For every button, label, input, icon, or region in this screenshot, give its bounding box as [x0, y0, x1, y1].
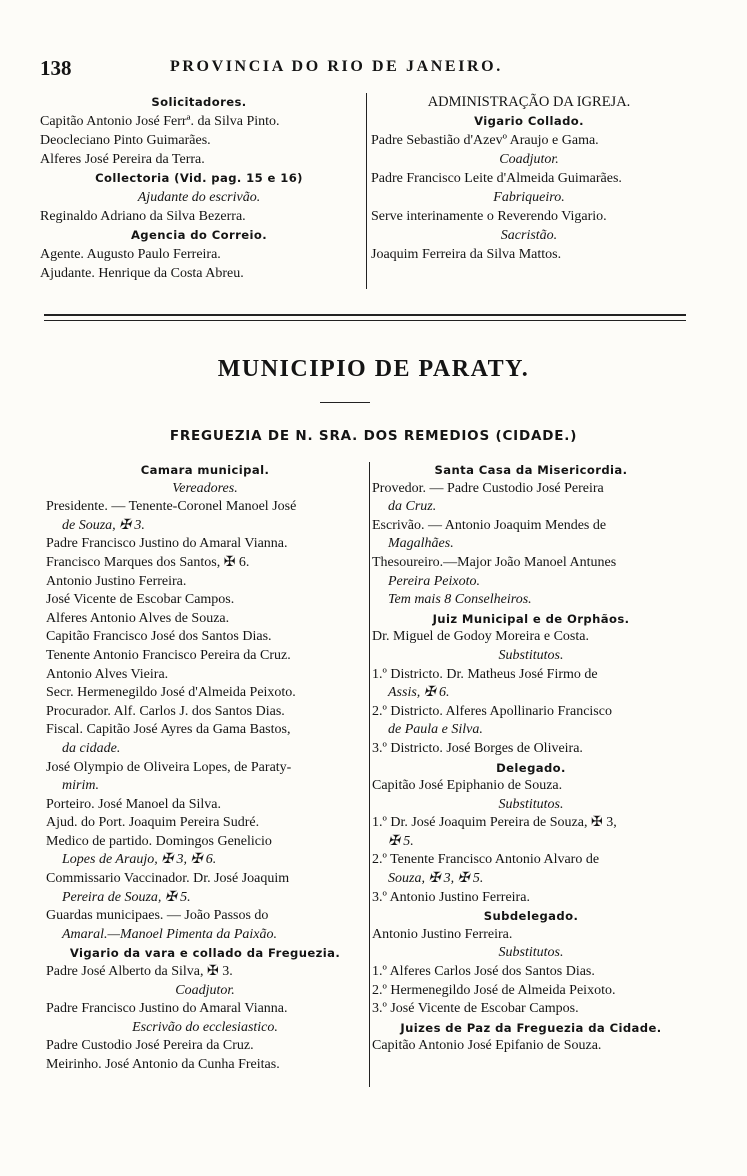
page-number: 138	[40, 56, 72, 80]
text-line: 3.º Antonio Justino Ferreira.	[372, 889, 530, 905]
text-line: Santa Casa da Misericordia.	[434, 463, 628, 477]
text-line: Reginaldo Adriano da Silva Bezerra.	[40, 209, 246, 224]
text-line: Delegado.	[496, 760, 566, 775]
text-line: Ajudante. Henrique da Costa Abreu.	[40, 266, 244, 281]
text-line: Porteiro. José Manoel da Silva.	[46, 796, 221, 812]
text-line: 1.º Alferes Carlos José dos Santos Dias.	[372, 964, 595, 980]
text-line: Padre Custodio José Pereira da Cruz.	[46, 1038, 254, 1054]
column-divider-top	[366, 93, 367, 289]
title-short-rule	[320, 402, 370, 403]
text-line: Presidente. — Tenente-Coronel Manoel José	[46, 499, 297, 515]
text-line: Tenente Antonio Francisco Pereira da Cruz.	[46, 647, 291, 663]
column-divider-bottom	[369, 462, 370, 1087]
text-line: Ajudante do escrivão.	[137, 190, 261, 205]
text-line: mirim.	[62, 778, 99, 794]
text-line: José Vicente de Escobar Campos.	[46, 592, 235, 608]
text-line: Tem mais 8 Conselheiros.	[388, 592, 532, 608]
section-rule-thin	[44, 320, 686, 321]
text-line: Sacristão.	[500, 228, 558, 243]
text-line: Antonio Alves Vieira.	[46, 666, 169, 682]
text-line: Capitão Francisco José dos Santos Dias.	[46, 629, 272, 645]
text-line: ADMINISTRAÇÃO DA IGREJA.	[427, 94, 631, 110]
text-line: 1.º Districto. Dr. Matheus José Firmo de	[372, 666, 598, 682]
text-line: Padre Francisco Justino do Amaral Vianna.	[46, 536, 288, 552]
text-line: Ajud. do Port. Joaquim Pereira Sudré.	[46, 815, 260, 831]
text-line: Capitão José Epiphanio de Souza.	[372, 778, 563, 794]
text-line: Collectoria (Vid. pag. 15 e 16)	[95, 171, 303, 185]
text-line: de Souza, ✠ 3.	[62, 517, 145, 533]
text-line: Agente. Augusto Paulo Ferreira.	[40, 247, 221, 262]
text-line: Pereira Peixoto.	[388, 573, 481, 589]
text-line: Agencia do Correio.	[130, 228, 268, 242]
text-line: de Paula e Silva.	[388, 722, 483, 738]
text-line: Dr. Miguel de Godoy Moreira e Costa.	[372, 629, 589, 645]
text-line: Vereadores.	[172, 480, 238, 496]
text-line: Medico de partido. Domingos Genelicio	[46, 833, 272, 849]
text-line: 2.º Hermenegildo José de Almeida Peixoto.	[372, 982, 616, 998]
text-line: Secr. Hermenegildo José d'Almeida Peixoto.	[46, 685, 296, 701]
bottom-right-column	[372, 461, 690, 1056]
text-line: Commissario Vaccinador. Dr. José Joaquim	[46, 871, 290, 887]
freguezia-title: FREGUEZIA DE N. SRA. DOS REMEDIOS (CIDADE.)	[169, 428, 578, 444]
text-line: Vigario da vara e collado da Freguezia.	[69, 946, 341, 961]
top-right-column	[371, 93, 687, 264]
text-line: Juiz Municipal e de Orphãos.	[432, 611, 630, 626]
text-line: Padre Sebastião d'Azevº Araujo e Gama.	[371, 133, 599, 148]
text-line: Escrivão do ecclesiastico.	[132, 1019, 278, 1035]
text-line: Alferes Antonio Alves de Souza.	[46, 610, 230, 626]
text-line: Lopes de Araujo, ✠ 3, ✠ 6.	[62, 852, 217, 868]
text-line: Meirinho. José Antonio da Cunha Freitas.	[46, 1057, 280, 1072]
text-line: Coadjutor.	[175, 982, 235, 998]
text-line: Fiscal. Capitão José Ayres da Gama Bastos,	[46, 722, 291, 738]
running-title: PROVINCIA DO RIO DE JANEIRO.	[170, 58, 503, 75]
text-line: Antonio Justino Ferreira.	[46, 573, 187, 589]
text-line: Magalhães.	[388, 536, 454, 552]
text-line: Substitutos.	[498, 945, 564, 961]
text-line: Assis, ✠ 6.	[388, 685, 450, 701]
text-line: Procurador. Alf. Carlos J. dos Santos Dias.	[46, 703, 285, 719]
text-line: Padre Francisco Leite d'Almeida Guimarães.	[371, 171, 622, 186]
text-line: Subdelegado.	[483, 909, 579, 924]
text-line: 3.º Districto. José Borges de Oliveira.	[372, 740, 583, 756]
text-line: 2.º Tenente Francisco Antonio Alvaro de	[372, 852, 600, 868]
text-line: Capitão Antonio José Ferrª. da Silva Pinto.	[40, 114, 280, 129]
text-line: Capitão Antonio José Epifanio de Souza.	[372, 1038, 602, 1054]
text-line: 1.º Dr. José Joaquim Pereira de Souza, ✠ 3,	[372, 815, 617, 831]
text-line: Joaquim Ferreira da Silva Mattos.	[371, 247, 562, 262]
text-line: Souza, ✠ 3, ✠ 5.	[388, 871, 484, 887]
text-line: Serve interinamente o Reverendo Vigario.	[371, 209, 607, 224]
text-line: Padre José Alberto da Silva, ✠ 3.	[46, 964, 233, 980]
text-line: 3.º José Vicente de Escobar Campos.	[372, 1001, 579, 1017]
top-left-column	[40, 93, 358, 283]
text-line: Coadjutor.	[499, 152, 559, 167]
text-line: Pereira de Souza, ✠ 5.	[62, 889, 191, 905]
text-line: Vigario Collado.	[474, 114, 584, 128]
text-line: Amaral.—Manoel Pimenta da Paixão.	[62, 926, 278, 942]
municipio-title: MUNICIPIO DE PARATY.	[217, 356, 530, 382]
text-line: da Cruz.	[388, 499, 437, 515]
text-line: da cidade.	[62, 740, 121, 756]
text-line: José Olympio de Oliveira Lopes, de Paraty-	[46, 759, 292, 775]
text-line: Escrivão. — Antonio Joaquim Mendes de	[372, 517, 607, 533]
text-line: Camara municipal.	[140, 463, 270, 477]
text-line: Juizes de Paz da Freguezia da Cidade.	[400, 1020, 662, 1035]
text-line: Solicitadores.	[151, 95, 247, 109]
text-line: Provedor. — Padre Custodio José Pereira	[372, 480, 604, 496]
text-line: Thesoureiro.—Major João Manoel Antunes	[372, 554, 617, 570]
text-line: Substitutos.	[498, 647, 564, 663]
text-line: Deocleciano Pinto Guimarães.	[40, 133, 211, 148]
text-line: Francisco Marques dos Santos, ✠ 6.	[46, 554, 250, 570]
text-line: Guardas municipaes. — João Passos do	[46, 908, 269, 924]
text-line: Substitutos.	[498, 796, 564, 812]
text-line: Antonio Justino Ferreira.	[372, 926, 513, 942]
text-line: Padre Francisco Justino do Amaral Vianna.	[46, 1001, 288, 1017]
text-line: Alferes José Pereira da Terra.	[40, 152, 205, 167]
section-rule-thick	[44, 314, 686, 316]
text-line: Fabriqueiro.	[493, 190, 565, 205]
bottom-left-column	[46, 461, 364, 1075]
text-line: ✠ 5.	[388, 833, 414, 849]
text-line: 2.º Districto. Alferes Apollinario Francisco	[372, 703, 612, 719]
page-header	[0, 54, 747, 84]
